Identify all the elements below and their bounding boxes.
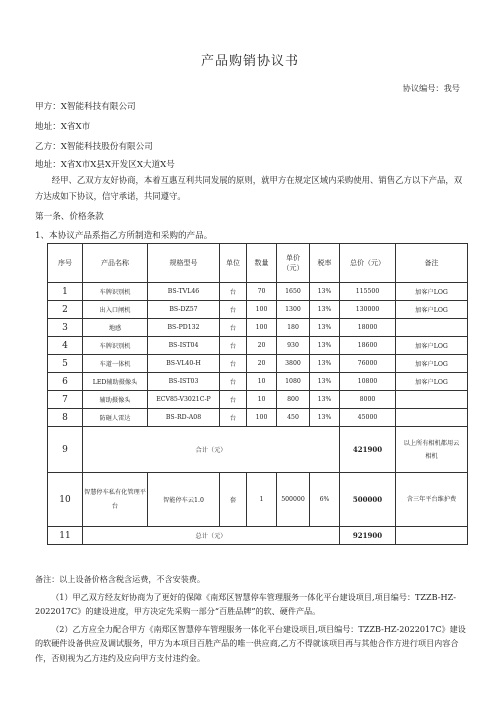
cell-total: 115500 (340, 283, 396, 301)
cell-name: 地感 (83, 319, 148, 337)
table-header-row (48, 244, 468, 283)
cell-tax: 13% (310, 337, 340, 355)
cell-price: 800 (277, 391, 310, 409)
cell-qty: 10 (247, 391, 277, 409)
header-unit: 单位 (220, 244, 247, 283)
grand-total-row (48, 527, 468, 545)
software-row (48, 473, 468, 527)
cell-qty: 10 (247, 373, 277, 391)
grand-total: 921900 (340, 527, 396, 545)
cell-name: 出入口闸机 (83, 301, 148, 319)
cell-tax: 13% (310, 301, 340, 319)
cell-name: 车牌识别机 (83, 337, 148, 355)
cell-unit: 台 (220, 337, 247, 355)
table-row (48, 391, 468, 409)
software-name: 智慧停车私有化管理平台 (83, 473, 148, 527)
cell-unit: 台 (220, 373, 247, 391)
cell-unit: 台 (220, 391, 247, 409)
cell-unit: 台 (220, 283, 247, 301)
header-price: 单价（元） (277, 244, 310, 283)
cell-model: BS-IST03 (148, 373, 220, 391)
cell-note: 加客户LOG (396, 373, 468, 391)
remarks-note: 备注：以上设备价格含税含运费，不含安装费。 (35, 574, 205, 584)
header-seq: 序号 (48, 244, 83, 283)
cell-note: 加客户LOG (396, 355, 468, 373)
cell-unit: 台 (220, 319, 247, 337)
clause-1: 1、本协议产品系指乙方所制造和采购的产品。 (35, 231, 213, 241)
table-row (48, 355, 468, 373)
cell-note (396, 391, 468, 409)
cell-model: BS-RD-A08 (148, 409, 220, 427)
cell-unit: 台 (220, 355, 247, 373)
cell-model: BS-IST04 (148, 337, 220, 355)
cell-total: 76000 (340, 355, 396, 373)
cell-qty: 70 (247, 283, 277, 301)
subtotal-seq: 9 (48, 427, 83, 473)
cell-unit: 台 (220, 409, 247, 427)
software-total: 500000 (340, 473, 396, 527)
software-qty: 1 (247, 473, 277, 527)
article-1-heading: 第一条、价格条款 (35, 212, 104, 222)
subtotal-label: 合计（元） (83, 427, 340, 473)
grand-label: 总计（元） (83, 527, 340, 545)
cell-seq: 7 (48, 391, 83, 409)
cell-qty: 100 (247, 409, 277, 427)
subtotal-total: 421900 (340, 427, 396, 473)
cell-unit: 台 (220, 301, 247, 319)
cell-note: 加客户LOG (396, 283, 468, 301)
header-note: 备注 (396, 244, 468, 283)
cell-tax: 13% (310, 283, 340, 301)
subtotal-note: 以上所有相机都用云相机 (396, 427, 468, 473)
cell-price: 1300 (277, 301, 310, 319)
cell-seq: 8 (48, 409, 83, 427)
cell-name: 车道一体机 (83, 355, 148, 373)
header-total: 总价（元） (340, 244, 396, 283)
cell-model: BS-TVL46 (148, 283, 220, 301)
cell-qty: 20 (247, 337, 277, 355)
cell-total: 130000 (340, 301, 396, 319)
party-b-name: 乙方：X智能科技股份有限公司 (35, 142, 153, 152)
software-price: 500000 (277, 473, 310, 527)
cell-seq: 2 (48, 301, 83, 319)
table-row (48, 301, 468, 319)
cell-tax: 13% (310, 373, 340, 391)
cell-name: 车牌识别机 (83, 283, 148, 301)
cell-tax: 13% (310, 409, 340, 427)
cell-model: BS-PD132 (148, 319, 220, 337)
cell-model: BS-DZ57 (148, 301, 220, 319)
party-b-address: 地址：X省X市X县X开发区X大道X号 (35, 160, 175, 170)
cell-total: 8000 (340, 391, 396, 409)
grand-note (396, 527, 468, 545)
cell-model: BS-VL40-H (148, 355, 220, 373)
remarks-paragraph-2: （2）乙方应全力配合甲方《南郑区智慧停车管理服务一体化平台建设项目,项目编号：TZZB-HZ-2022017C》建设的软硬件设备供应及调试服务，甲方为本项目百胜产品的唯一供应商,乙方不得就该项目再与其他合作方进行项目内容合作，否则视为乙方违约及应向甲方支付违约金。 (35, 623, 466, 663)
cell-tax: 13% (310, 391, 340, 409)
remarks-section (35, 572, 467, 665)
cell-note (396, 409, 468, 427)
cell-total: 45000 (340, 409, 396, 427)
party-a-address: 地址：X省X市 (35, 122, 91, 132)
cell-price: 1080 (277, 373, 310, 391)
cell-name: 辅助摄像头 (83, 391, 148, 409)
cell-price: 930 (277, 337, 310, 355)
cell-price: 1650 (277, 283, 310, 301)
price-table (47, 243, 468, 545)
header-model: 规格型号 (148, 244, 220, 283)
cell-note: 加客户LOG (396, 301, 468, 319)
cell-total: 18600 (340, 337, 396, 355)
document-title: 产品购销协议书 (200, 54, 299, 69)
cell-price: 450 (277, 409, 310, 427)
cell-model: ECV85-V3021C-P (148, 391, 220, 409)
software-unit: 套 (220, 473, 247, 527)
header-tax: 税率 (310, 244, 340, 283)
table-row (48, 283, 468, 301)
remarks-paragraph-1: （1）甲乙双方经友好协商为了更好的保障《南郑区智慧停车管理服务一体化平台建设项目,项目编号：TZZB-HZ-2022017C》的建设进度，甲方决定先采购一部分“百胜品牌”的软、硬件产品。 (35, 591, 456, 616)
party-a-name: 甲方：X智能科技有限公司 (35, 102, 136, 112)
cell-note: 加客户LOG (396, 337, 468, 355)
cell-price: 3800 (277, 355, 310, 373)
software-note: 含三年平台维护费 (396, 473, 468, 527)
cell-qty: 100 (247, 319, 277, 337)
cell-seq: 5 (48, 355, 83, 373)
cell-name: LED辅助摄像头 (83, 373, 148, 391)
table-row (48, 337, 468, 355)
cell-tax: 13% (310, 319, 340, 337)
cell-name: 防砸人雷达 (83, 409, 148, 427)
cell-price: 180 (277, 319, 310, 337)
cell-tax: 13% (310, 355, 340, 373)
cell-seq: 6 (48, 373, 83, 391)
header-qty: 数量 (247, 244, 277, 283)
preamble: 经甲、乙双方友好协商，本着互惠互利共同发展的原则，就甲方在规定区域内采购使用、销售乙方以下产品，双方达成如下协议，信守承诺，共同遵守。 (35, 175, 463, 201)
table-row (48, 373, 468, 391)
table-row (48, 319, 468, 337)
software-seq: 10 (48, 473, 83, 527)
table-row (48, 409, 468, 427)
cell-total: 10800 (340, 373, 396, 391)
header-name: 产品名称 (83, 244, 148, 283)
software-tax: 6% (310, 473, 340, 527)
cell-note (396, 319, 468, 337)
cell-total: 18000 (340, 319, 396, 337)
grand-seq: 11 (48, 527, 83, 545)
subtotal-row (48, 427, 468, 473)
cell-qty: 100 (247, 301, 277, 319)
cell-qty: 20 (247, 355, 277, 373)
cell-seq: 3 (48, 319, 83, 337)
software-model: 智能停车云1.0 (148, 473, 220, 527)
agreement-number: 协议编号：我号 (402, 83, 460, 93)
cell-seq: 1 (48, 283, 83, 301)
cell-seq: 4 (48, 337, 83, 355)
